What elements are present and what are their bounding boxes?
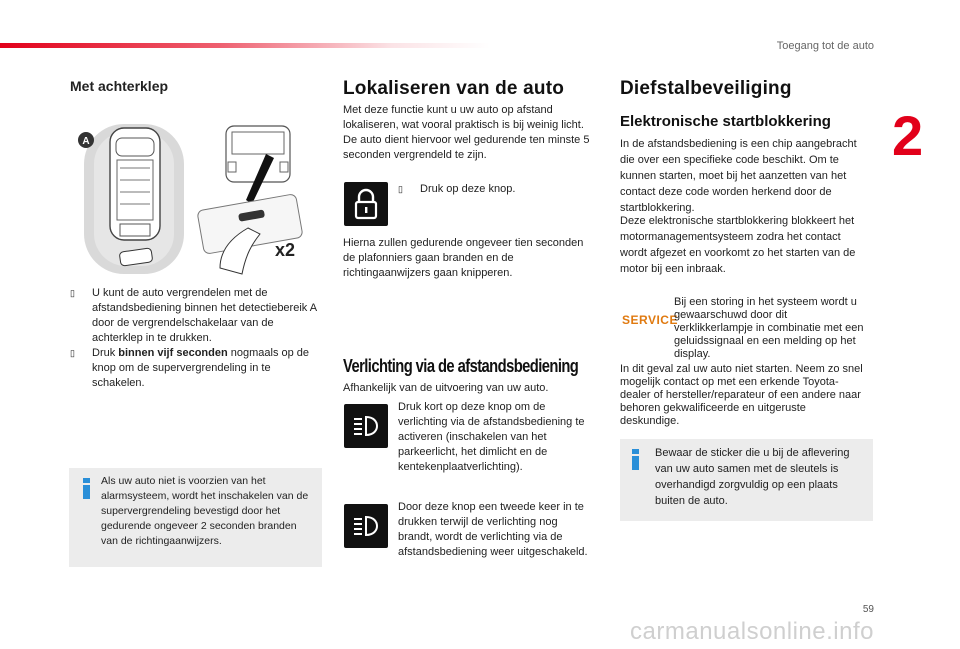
- lighting-title: Verlichting via de afstandsbediening: [343, 356, 579, 376]
- right-subtitle: Elektronische startblokkering: [620, 113, 831, 130]
- right-info-box: [620, 439, 873, 521]
- headlight-button-icon: [344, 404, 388, 448]
- service-warning-icon: SERVICE: [622, 313, 678, 327]
- immobiliser-p2: Deze elektronische startblokkering blokkeert het motormanagementsysteem zodra het contact wordt afgezet en voorkomt zo het starten van de motor bij een inbraak.: [620, 215, 856, 275]
- lock-button-icon: [344, 182, 388, 226]
- right-info-text: Bewaar de sticker die u bij de aflevering van uw auto samen met de sleutels is overhandigd zorgvuldig op een plaats buiten de auto.: [655, 447, 850, 507]
- header-accent-bar: [0, 43, 490, 48]
- service-text: Bij een storing in het systeem wordt u gewaarschuwd door dit verklikkerlampje in combinatie met een geluidssignaal en een melding op het display.: [674, 296, 864, 360]
- bullet-marker-icon: ▯: [70, 288, 75, 298]
- service-followup: In dit geval zal uw auto niet starten. Neem zo snel mogelijk contact op met een erkende Toyota-dealer of hersteller/reparateur of een andere naar behoren gekwalificeerde en uitgeruste deskundige.: [620, 363, 863, 427]
- right-title: Diefstalbeveiliging: [620, 78, 792, 99]
- chapter-number: 2: [892, 104, 924, 167]
- left-info-box: [69, 468, 322, 567]
- tailgate-illustration: [70, 118, 310, 278]
- press-twice-label: x2: [275, 240, 296, 260]
- left-bullet-list: [70, 286, 320, 391]
- lighting-off-text: Door deze knop een tweede keer in te drukken terwijl de verlichting nog brandt, wordt de verlichting via de afstandsbediening weer uitgeschakeld.: [398, 501, 588, 558]
- bullet-superlock: ▯ Druk binnen vijf seconden nogmaals op de knop om de supervergrendeling in te schakelen.: [70, 347, 310, 389]
- page-number: 59: [862, 604, 874, 615]
- info-icon: [632, 449, 639, 470]
- left-info-text: Als uw auto niet is voorzien van het alarmsysteem, wordt het inschakelen van de supervergrendeling bevestigd door het gedurende ongeveer 2 seconden branden van de richtingaanwijzers.: [101, 475, 309, 547]
- zone-label-a: A: [82, 136, 90, 147]
- headlight-button-icon: [344, 504, 388, 548]
- lighting-on-text: Druk kort op deze knop om de verlichting via de afstandsbediening te activeren (inschakelen van het parkeerlicht, het dimlicht en de kentekenplaatverlichting).: [398, 401, 585, 473]
- immobiliser-p1: In de afstandsbediening is een chip aangebracht die over een specifieke code beschikt. Om te kunnen starten, moet bij het aanzetten van het contact deze code worden herkend door de startblokkering.: [620, 138, 857, 214]
- locate-intro: Met deze functie kunt u uw auto op afstand lokaliseren, wat vooral praktisch is bij weinig licht. De auto dient hiervoor wel gedurende ten minste 5 seconden vergrendeld te zijn.: [343, 104, 590, 161]
- locate-after-text: Hierna zullen gedurende ongeveer tien seconden de plafonniers gaan branden en de richtingaanwijzers gaan knipperen.: [343, 237, 584, 279]
- bullet-marker-icon: ▯: [398, 184, 403, 194]
- lighting-intro: Afhankelijk van de uitvoering van uw auto.: [343, 382, 549, 394]
- watermark: carmanualsonline.info: [630, 618, 874, 645]
- bullet-lock: ▯ U kunt de auto vergrendelen met de afstandsbediening binnen het detectiebereik A door de vergrendelschakelaar van de achterklep in te drukken.: [70, 287, 317, 344]
- info-icon: [83, 478, 90, 499]
- press-button-instruction: ▯ Druk op deze knop.: [398, 183, 516, 195]
- middle-title: Lokaliseren van de auto: [343, 78, 565, 99]
- left-title: Met achterklep: [70, 78, 169, 94]
- section-title: Toegang tot de auto: [776, 40, 874, 52]
- bullet-marker-icon: ▯: [70, 348, 75, 358]
